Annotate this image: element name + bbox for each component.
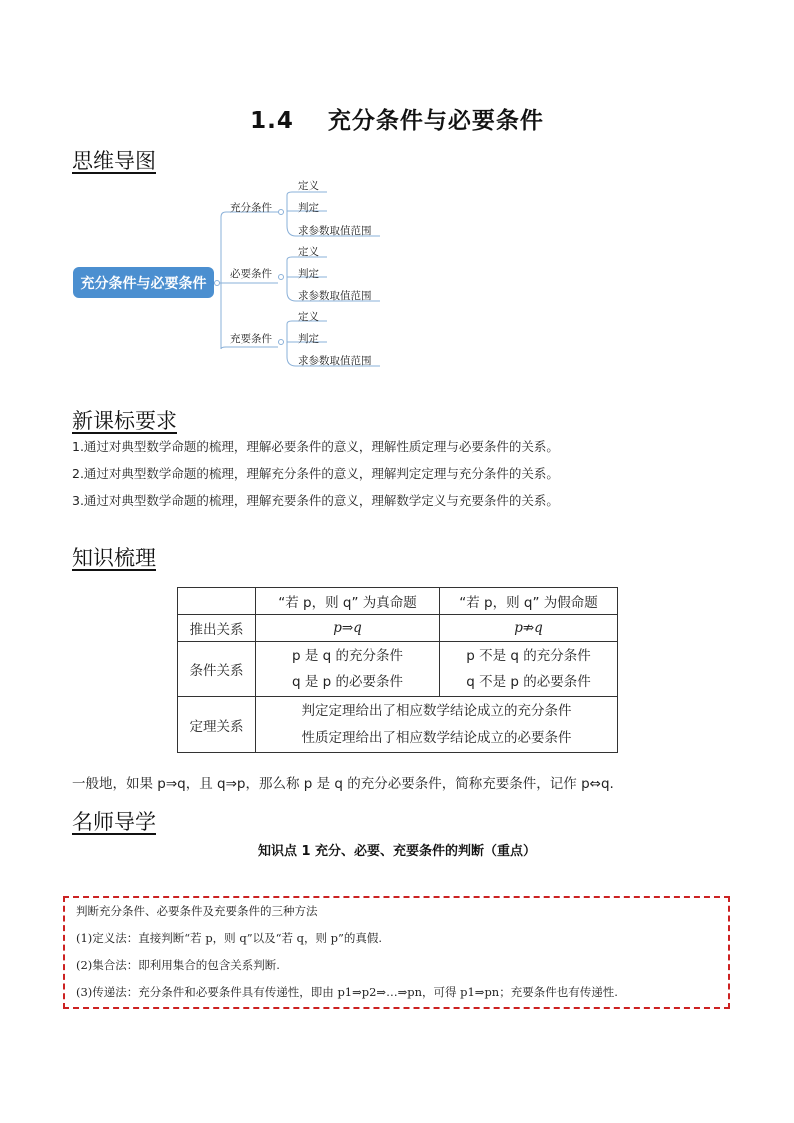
title-number: 1.4 bbox=[250, 108, 294, 134]
mindmap-leaf: 求参数取值范围 bbox=[298, 355, 372, 367]
table-cell: p⇏q bbox=[440, 615, 618, 642]
requirement-item: 2.通过对典型数学命题的梳理，理解充分条件的意义，理解判定定理与充分条件的关系。 bbox=[72, 466, 559, 481]
table-cell-line: q 是 p 的必要条件 bbox=[291, 674, 403, 690]
methods-heading: 判断充分条件、必要条件及充要条件的三种方法 bbox=[76, 904, 318, 918]
section-guide-heading: 名师导学 bbox=[72, 810, 156, 834]
mindmap-root: 充分条件与必要条件 bbox=[73, 267, 214, 298]
mindmap-branch-iff: 充要条件 bbox=[230, 333, 272, 345]
mindmap-branch-sufficient: 充分条件 bbox=[230, 202, 272, 214]
table-cell-line: p 不是 q 的充分条件 bbox=[466, 648, 591, 664]
mindmap-leaf: 求参数取值范围 bbox=[298, 290, 372, 302]
requirement-item: 3.通过对典型数学命题的梳理，理解充要条件的意义，理解数学定义与充要条件的关系。 bbox=[72, 493, 559, 508]
table-row-label: 推出关系 bbox=[178, 615, 256, 642]
mindmap-leaf: 定义 bbox=[298, 311, 319, 323]
table-header-true: “若 p，则 q” 为真命题 bbox=[256, 588, 440, 615]
mindmap-connectors bbox=[0, 0, 794, 400]
mindmap-leaf: 求参数取值范围 bbox=[298, 225, 372, 237]
mindmap-leaf: 判定 bbox=[298, 333, 319, 345]
mindmap-leaf: 定义 bbox=[298, 246, 319, 258]
mindmap-leaf: 定义 bbox=[298, 180, 319, 192]
table-corner-cell bbox=[178, 588, 256, 615]
table-header-false: “若 p，则 q” 为假命题 bbox=[440, 588, 618, 615]
table-cell-line: q 不是 p 的必要条件 bbox=[466, 674, 591, 690]
title-text: 充分条件与必要条件 bbox=[327, 108, 544, 134]
table-row-label: 定理关系 bbox=[178, 697, 256, 753]
mindmap-leaf: 判定 bbox=[298, 268, 319, 280]
table-cell: p⇒q bbox=[256, 615, 440, 642]
iff-definition-line: 一般地，如果 p⇒q，且 q⇒p，那么称 p 是 q 的充分必要条件，简称充要条件，记作 p⇔q. bbox=[72, 776, 614, 792]
mindmap-branch-necessary: 必要条件 bbox=[230, 268, 272, 280]
knowledge-point-title: 知识点 1 充分、必要、充要条件的判断（重点） bbox=[257, 844, 537, 859]
table-cell-line: 判定定理给出了相应数学结论成立的充分条件 bbox=[301, 702, 572, 719]
methods-box bbox=[63, 896, 730, 1009]
section-standards-heading: 新课标要求 bbox=[72, 409, 177, 433]
table-cell-line: 性质定理给出了相应数学结论成立的必要条件 bbox=[301, 729, 572, 746]
mindmap-leaf: 判定 bbox=[298, 202, 319, 214]
method-item: (3)传递法：充分条件和必要条件具有传递性，即由 p1⇒p2⇒…⇒pn，可得 p1⇒pn；充要条件也有传递性. bbox=[76, 985, 618, 999]
table-cell-line: p 是 q 的充分条件 bbox=[291, 648, 403, 664]
section-mindmap-heading: 思维导图 bbox=[72, 149, 156, 173]
section-knowledge-heading: 知识梳理 bbox=[72, 546, 156, 570]
method-item: (1)定义法：直接判断“若 p，则 q”以及“若 q，则 p”的真假. bbox=[76, 931, 383, 945]
method-item: (2)集合法：即利用集合的包含关系判断. bbox=[76, 958, 280, 972]
table-row-label: 条件关系 bbox=[178, 642, 256, 697]
requirement-item: 1.通过对典型数学命题的梳理，理解必要条件的意义，理解性质定理与必要条件的关系。 bbox=[72, 439, 559, 454]
knowledge-table bbox=[177, 587, 618, 753]
